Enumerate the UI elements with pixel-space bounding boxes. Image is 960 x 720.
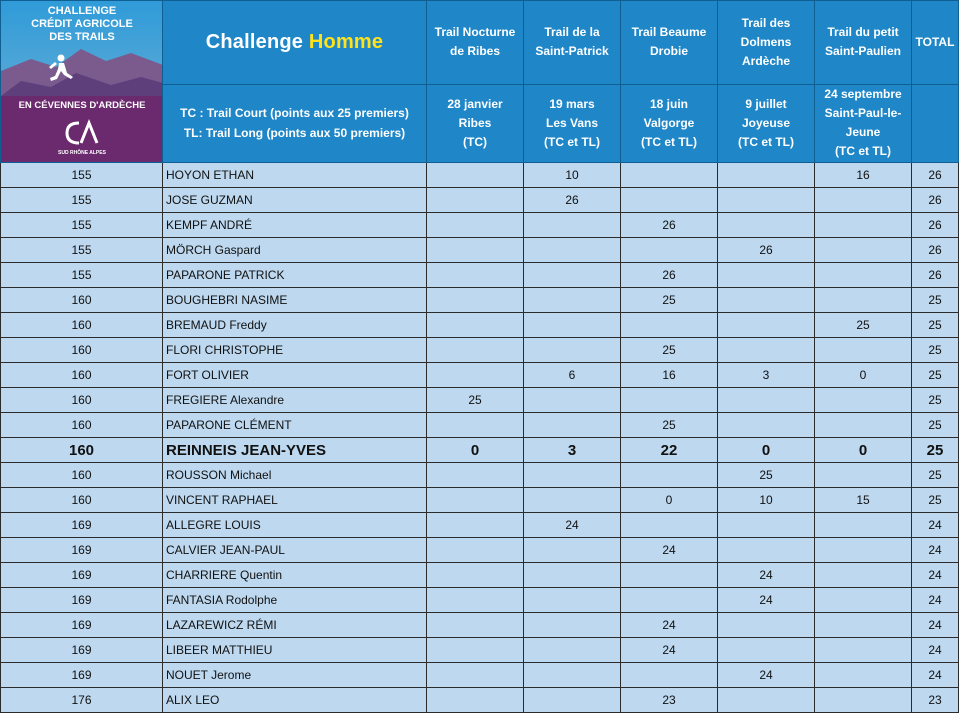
- logo-line4: EN CÉVENNES D'ARDÈCHE: [18, 100, 146, 111]
- race-4-points-cell: [718, 388, 815, 413]
- table-row: [1, 263, 959, 288]
- total-points-cell: 23: [912, 688, 959, 713]
- race-1-points-cell: [427, 363, 524, 388]
- logo-brand: SUD RHÔNE ALPES: [58, 150, 106, 156]
- race-4-points-cell: 10: [718, 488, 815, 513]
- athlete-name-cell: ALIX LEO: [163, 688, 427, 713]
- race-4-points-cell: 24: [718, 563, 815, 588]
- total-points-cell: 25: [912, 438, 959, 463]
- race-1-date: 28 janvier: [447, 96, 503, 111]
- table-row: [1, 413, 959, 438]
- challenge-logo: [1, 1, 163, 163]
- table-row: [1, 338, 959, 363]
- race-1-points-cell: [427, 563, 524, 588]
- table-row: [1, 613, 959, 638]
- athlete-name-cell: NOUET Jerome: [163, 663, 427, 688]
- total-points-cell: 24: [912, 538, 959, 563]
- race-4-points-cell: 26: [718, 238, 815, 263]
- race-3-points-cell: 24: [621, 613, 718, 638]
- rank-cell: 155: [1, 188, 163, 213]
- total-points-cell: 25: [912, 488, 959, 513]
- table-row: [1, 238, 959, 263]
- race-5-type: (TC et TL): [835, 144, 891, 159]
- athlete-name-cell: ROUSSON Michael: [163, 463, 427, 488]
- race-5-points-cell: 0: [815, 363, 912, 388]
- race-1-info: [427, 84, 524, 162]
- race-4-points-cell: 24: [718, 663, 815, 688]
- race-3-points-cell: [621, 238, 718, 263]
- athlete-name-cell: LIBEER MATTHIEU: [163, 638, 427, 663]
- race-3-points-cell: [621, 188, 718, 213]
- athlete-name-cell: ALLEGRE LOUIS: [163, 513, 427, 538]
- rank-cell: 169: [1, 563, 163, 588]
- race-4-points-cell: [718, 688, 815, 713]
- athlete-name-cell: BOUGHEBRI NASIME: [163, 288, 427, 313]
- athlete-name-cell: FORT OLIVIER: [163, 363, 427, 388]
- race-4-points-cell: [718, 338, 815, 363]
- athlete-name-cell: PAPARONE CLÉMENT: [163, 413, 427, 438]
- table-row: [1, 288, 959, 313]
- race-1-points-cell: 0: [427, 438, 524, 463]
- race-4-points-cell: [718, 188, 815, 213]
- race-3-points-cell: 25: [621, 338, 718, 363]
- race-1-points-cell: [427, 313, 524, 338]
- race-3-points-cell: 24: [621, 538, 718, 563]
- race-1-points-cell: [427, 163, 524, 188]
- race-4-points-cell: [718, 263, 815, 288]
- total-header: TOTAL: [912, 1, 959, 85]
- race-5-points-cell: 25: [815, 313, 912, 338]
- race-1-points-cell: [427, 538, 524, 563]
- race-5-points-cell: [815, 463, 912, 488]
- rank-cell: 176: [1, 688, 163, 713]
- table-row: [1, 313, 959, 338]
- race-4-points-cell: [718, 638, 815, 663]
- logo-line1: CHALLENGE: [47, 5, 117, 17]
- race-5-points-cell: [815, 288, 912, 313]
- athlete-name-cell: JOSE GUZMAN: [163, 188, 427, 213]
- rank-cell: 169: [1, 613, 163, 638]
- rank-cell: 160: [1, 338, 163, 363]
- race-2-points-cell: 24: [524, 513, 621, 538]
- race-5-points-cell: [815, 613, 912, 638]
- rank-cell: 160: [1, 463, 163, 488]
- table-row: [1, 588, 959, 613]
- race-2-points-cell: 3: [524, 438, 621, 463]
- race-5-points-cell: [815, 338, 912, 363]
- race-3-points-cell: [621, 163, 718, 188]
- race-4-info: [718, 84, 815, 162]
- total-points-cell: 24: [912, 513, 959, 538]
- race-3-points-cell: 0: [621, 488, 718, 513]
- race-1-type: (TC): [463, 134, 487, 149]
- race-1-points-cell: [427, 688, 524, 713]
- race-1-points-cell: [427, 188, 524, 213]
- race-1-name: Trail Nocturne de Ribes: [427, 1, 524, 85]
- race-2-date: 19 mars: [549, 96, 595, 111]
- table-row: [1, 388, 959, 413]
- race-3-place: Valgorge: [643, 115, 695, 130]
- race-2-points-cell: [524, 588, 621, 613]
- rank-cell: 160: [1, 438, 163, 463]
- race-2-points-cell: [524, 388, 621, 413]
- athlete-name-cell: BREMAUD Freddy: [163, 313, 427, 338]
- table-row: [1, 563, 959, 588]
- race-1-points-cell: [427, 488, 524, 513]
- race-2-name: Trail de la Saint-Patrick: [524, 1, 621, 85]
- race-5-points-cell: 0: [815, 438, 912, 463]
- athlete-name-cell: LAZAREWICZ RÉMI: [163, 613, 427, 638]
- athlete-name-cell: PAPARONE PATRICK: [163, 263, 427, 288]
- race-3-name: Trail Beaume Drobie: [621, 1, 718, 85]
- race-2-type: (TC et TL): [544, 134, 600, 149]
- total-points-cell: 25: [912, 463, 959, 488]
- rank-cell: 169: [1, 513, 163, 538]
- athlete-name-cell: MÖRCH Gaspard: [163, 238, 427, 263]
- race-2-points-cell: [524, 663, 621, 688]
- race-3-points-cell: [621, 563, 718, 588]
- race-2-points-cell: [524, 638, 621, 663]
- logo-line2: CRÉDIT AGRICOLE: [31, 18, 133, 30]
- header-row-races: [1, 1, 959, 85]
- total-points-cell: 26: [912, 263, 959, 288]
- ranking-body: [1, 163, 959, 713]
- race-4-points-cell: [718, 513, 815, 538]
- challenge-logo-graphic: [1, 1, 163, 162]
- race-4-points-cell: [718, 163, 815, 188]
- table-row: [1, 213, 959, 238]
- title-accent: Homme: [308, 30, 384, 53]
- legend: [163, 84, 427, 162]
- race-5-points-cell: [815, 538, 912, 563]
- title-prefix: Challenge: [205, 30, 309, 53]
- rank-cell: 160: [1, 363, 163, 388]
- race-3-info: [621, 84, 718, 162]
- race-3-points-cell: [621, 313, 718, 338]
- table-row: [1, 638, 959, 663]
- race-3-points-cell: 26: [621, 263, 718, 288]
- race-4-points-cell: [718, 288, 815, 313]
- table-row: [1, 363, 959, 388]
- race-1-points-cell: [427, 638, 524, 663]
- total-points-cell: 25: [912, 313, 959, 338]
- athlete-name-cell: KEMPF ANDRÉ: [163, 213, 427, 238]
- rank-cell: 160: [1, 288, 163, 313]
- race-5-place: Saint-Paul-le-Jeune: [824, 106, 902, 140]
- race-3-points-cell: [621, 463, 718, 488]
- race-2-points-cell: [524, 413, 621, 438]
- total-points-cell: 25: [912, 388, 959, 413]
- race-1-points-cell: [427, 288, 524, 313]
- race-4-place: Joyeuse: [741, 115, 791, 130]
- race-2-points-cell: 26: [524, 188, 621, 213]
- legend-tc: TC : Trail Court (points aux 25 premiers): [180, 106, 409, 121]
- race-2-points-cell: [524, 538, 621, 563]
- race-5-points-cell: [815, 663, 912, 688]
- race-4-type: (TC et TL): [738, 134, 794, 149]
- table-row: [1, 513, 959, 538]
- race-4-date: 9 juillet: [745, 96, 787, 111]
- athlete-name-cell: FANTASIA Rodolphe: [163, 588, 427, 613]
- race-3-points-cell: 25: [621, 413, 718, 438]
- race-5-points-cell: [815, 263, 912, 288]
- page-title: [163, 1, 427, 85]
- rank-cell: 169: [1, 538, 163, 563]
- race-4-points-cell: [718, 213, 815, 238]
- race-2-points-cell: [524, 488, 621, 513]
- race-1-points-cell: [427, 663, 524, 688]
- total-points-cell: 26: [912, 238, 959, 263]
- total-points-cell: 26: [912, 163, 959, 188]
- race-4-points-cell: 3: [718, 363, 815, 388]
- legend-tl: TL: Trail Long (points aux 50 premiers): [183, 126, 406, 141]
- rank-cell: 169: [1, 663, 163, 688]
- race-2-points-cell: [524, 463, 621, 488]
- race-2-points-cell: [524, 338, 621, 363]
- race-1-points-cell: [427, 263, 524, 288]
- total-points-cell: 25: [912, 413, 959, 438]
- race-4-points-cell: 0: [718, 438, 815, 463]
- race-3-points-cell: [621, 588, 718, 613]
- race-1-points-cell: [427, 513, 524, 538]
- table-row: [1, 188, 959, 213]
- athlete-name-cell: CHARRIERE Quentin: [163, 563, 427, 588]
- rank-cell: 155: [1, 263, 163, 288]
- race-5-points-cell: 16: [815, 163, 912, 188]
- logo-line3: DES TRAILS: [49, 31, 115, 43]
- athlete-name-cell: FLORI CHRISTOPHE: [163, 338, 427, 363]
- total-points-cell: 24: [912, 563, 959, 588]
- total-points-cell: 26: [912, 188, 959, 213]
- race-1-points-cell: [427, 588, 524, 613]
- table-row: [1, 163, 959, 188]
- race-2-points-cell: [524, 313, 621, 338]
- athlete-name-cell: HOYON ETHAN: [163, 163, 427, 188]
- race-4-points-cell: [718, 613, 815, 638]
- race-5-points-cell: [815, 188, 912, 213]
- race-3-points-cell: 24: [621, 638, 718, 663]
- table-row: [1, 663, 959, 688]
- race-2-points-cell: [524, 688, 621, 713]
- rank-cell: 155: [1, 163, 163, 188]
- race-3-points-cell: [621, 388, 718, 413]
- race-5-points-cell: [815, 563, 912, 588]
- race-1-points-cell: [427, 213, 524, 238]
- race-1-points-cell: [427, 413, 524, 438]
- race-3-points-cell: [621, 513, 718, 538]
- race-1-points-cell: [427, 613, 524, 638]
- total-points-cell: 25: [912, 338, 959, 363]
- rank-cell: 169: [1, 638, 163, 663]
- rank-cell: 160: [1, 313, 163, 338]
- race-3-points-cell: 16: [621, 363, 718, 388]
- race-4-name: Trail des Dolmens Ardèche: [718, 1, 815, 85]
- rank-cell: 155: [1, 238, 163, 263]
- race-2-points-cell: [524, 613, 621, 638]
- rank-cell: 160: [1, 388, 163, 413]
- race-1-points-cell: 25: [427, 388, 524, 413]
- race-4-points-cell: [718, 313, 815, 338]
- race-1-points-cell: [427, 463, 524, 488]
- race-3-points-cell: 25: [621, 288, 718, 313]
- race-5-points-cell: [815, 688, 912, 713]
- rank-cell: 169: [1, 588, 163, 613]
- athlete-name-cell: CALVIER JEAN-PAUL: [163, 538, 427, 563]
- total-points-cell: 24: [912, 588, 959, 613]
- race-2-points-cell: 6: [524, 363, 621, 388]
- rank-cell: 160: [1, 488, 163, 513]
- race-1-points-cell: [427, 238, 524, 263]
- race-5-points-cell: 15: [815, 488, 912, 513]
- total-points-cell: 25: [912, 288, 959, 313]
- race-3-points-cell: 23: [621, 688, 718, 713]
- race-5-points-cell: [815, 588, 912, 613]
- race-3-points-cell: 26: [621, 213, 718, 238]
- race-1-points-cell: [427, 338, 524, 363]
- total-points-cell: 24: [912, 613, 959, 638]
- race-3-points-cell: 22: [621, 438, 718, 463]
- race-3-type: (TC et TL): [641, 134, 697, 149]
- race-2-info: [524, 84, 621, 162]
- athlete-name-cell: VINCENT RAPHAEL: [163, 488, 427, 513]
- total-points-cell: 24: [912, 638, 959, 663]
- total-points-cell: 25: [912, 363, 959, 388]
- race-2-points-cell: 10: [524, 163, 621, 188]
- race-2-points-cell: [524, 288, 621, 313]
- race-5-points-cell: [815, 388, 912, 413]
- race-5-date: 24 septembre: [824, 87, 902, 102]
- race-3-points-cell: [621, 663, 718, 688]
- rank-cell: 155: [1, 213, 163, 238]
- rank-cell: 160: [1, 413, 163, 438]
- total-points-cell: 26: [912, 213, 959, 238]
- race-2-place: Les Vans: [545, 115, 599, 130]
- table-row-highlighted: [1, 438, 959, 463]
- race-5-points-cell: [815, 213, 912, 238]
- athlete-name-cell: REINNEIS JEAN-YVES: [163, 438, 427, 463]
- race-5-points-cell: [815, 513, 912, 538]
- athlete-name-cell: FREGIERE Alexandre: [163, 388, 427, 413]
- race-5-name: Trail du petit Saint-Paulien: [815, 1, 912, 85]
- total-header-blank: [912, 84, 959, 162]
- race-2-points-cell: [524, 263, 621, 288]
- race-2-points-cell: [524, 238, 621, 263]
- race-3-date: 18 juin: [649, 96, 688, 111]
- race-5-points-cell: [815, 413, 912, 438]
- total-points-cell: 24: [912, 663, 959, 688]
- race-5-points-cell: [815, 238, 912, 263]
- race-4-points-cell: [718, 538, 815, 563]
- race-5-info: [815, 84, 912, 162]
- table-row: [1, 463, 959, 488]
- race-4-points-cell: 25: [718, 463, 815, 488]
- table-row: [1, 538, 959, 563]
- race-4-points-cell: 24: [718, 588, 815, 613]
- race-4-points-cell: [718, 413, 815, 438]
- table-row: [1, 488, 959, 513]
- race-2-points-cell: [524, 213, 621, 238]
- race-2-points-cell: [524, 563, 621, 588]
- race-1-place: Ribes: [458, 115, 492, 130]
- table-row: [1, 688, 959, 713]
- race-5-points-cell: [815, 638, 912, 663]
